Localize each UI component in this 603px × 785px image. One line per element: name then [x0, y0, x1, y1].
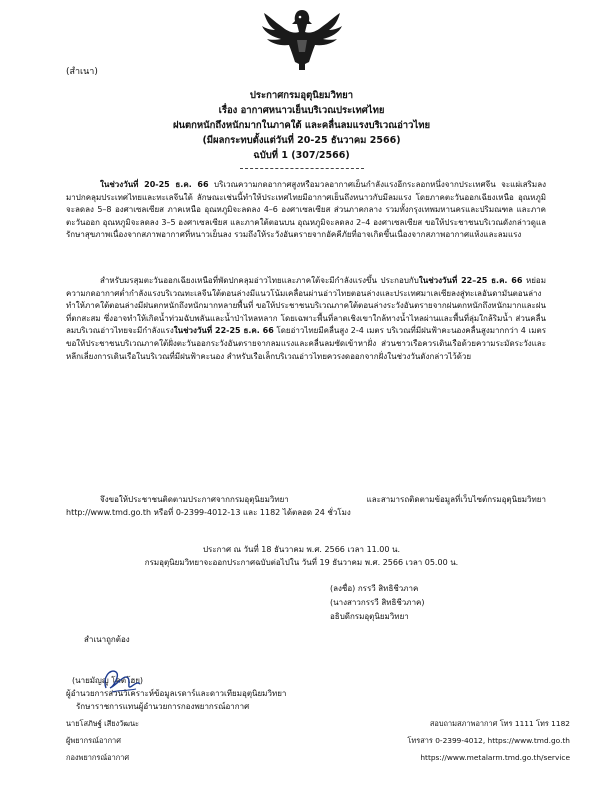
paragraph-follow-updates: จึงขอให้ประชาชนติดตามประกาศจากกรมอุตุนิยมวิทยา และสามารถติดตามข้อมูลที่เว็บไซต์กรมอุตุนิยมวิทยา http://www.tmd.go.th หรือที่ 0-2399-4012-13 และ 1182 ได้ตลอด 24 ชั่วโมง	[66, 495, 546, 517]
forecaster-role: ผู้พยากรณ์อากาศ	[66, 736, 121, 745]
paragraph-2-date-2: ในช่วงวันที่ 22-25 ธ.ค. 66	[173, 326, 274, 336]
forecaster-name: นายโสภิษฐ์ เสียงวัฒนะ	[66, 719, 140, 728]
certifier-name: (นายมัญญู โคตโฮย)	[72, 676, 144, 685]
paragraph-1-body: บริเวณความกดอากาศสูงหรือมวลอากาศเย็นกำลังแรงอีกระลอกหนึ่งจากประเทศจีน จะแผ่เสริมลงมาปกคลุมประเทศไทยและทะเลจีนใต้ ลักษณะเช่นนี้ทำให้ประเทศไทยมีอากาศเย็นถึงหนาวกับมีลมแรง โดยภาคตะวันออกเฉียงเหนือ อุณหภูมิจะลดลง 5–8 องศาเซลเซียส ภาคเหนือ อุณหภูมิจะลดลง 4–6 องศาเซลเซียส ส่วนภาคกลาง รวมทั้งกรุงเทพมหานครและปริมณฑล และภาคตะวันออก อุณหภูมิจะลดลง 3–5 องศาเซลเซียส และภาคใต้ตอนบน อุณหภูมิจะลดลง 2–4 องศาเซลเซียส ขอให้ประชาชนบริเวณดังกล่าวดูแลรักษาสุขภาพเนื่องจากสภาพอากาศที่หนาวเย็นลง รวมถึงให้ระวังอันตรายจากอัคคีภัยที่อาจเกิดขึ้นเนื่องจากสภาพอากาศแห้งและลมแรง	[66, 180, 546, 240]
effective-dates: (มีผลกระทบตั้งแต่วันที่ 20-25 ธันวาคม 2566)	[202, 135, 401, 146]
paragraph-cold-weather	[66, 179, 546, 242]
copy-mark: (สำเนา)	[66, 67, 98, 77]
paragraph-2-part-c: หย่อมความกดอากาศต่ำกำลังแรงบริเวณทะเลจีนใต้ตอนล่างมีแนวโน้มเคลื่อนผ่านอ่าวไทยตอนล่างและประเทศมาเลเซียลงสู่ทะเลอันดามันตอนล่าง ทำให้ภาคใต้ตอนล่างมีฝนตกหนักถึงหนักมากหลายพื้นที่ ขอให้ประชาชนบริเวณภาคใต้ตอนล่างระวังอันตรายจากฝนตกหนักถึงหนักมากและฝนที่ตกสะสม ซึ่งอาจทำให้เกิดน้ำท่วมฉับพลันและน้ำป่าไหลหลาก โดยเฉพาะพื้นที่ลาดเชิงเขาใกล้ทางน้ำไหลผ่านและพื้นที่ลุ่มใกล้ริมน้ำ ส่วนคลื่นลมบริเวณอ่าวไทยจะมีกำลังแรง	[66, 276, 547, 336]
handwritten-signature	[98, 664, 144, 696]
certified-copy-label: สำเนาถูกต้อง	[84, 635, 130, 644]
paragraph-2-date-1: ในช่วงวันที่ 22–25 ธ.ค. 66	[418, 276, 523, 285]
signer-name: (นางสาวกรรวี สิทธิชีวภาค)	[330, 598, 425, 607]
announcement-subject: เรื่อง อากาศหนาวเย็นบริเวณประเทศไทย	[218, 105, 385, 116]
garuda-emblem	[259, 4, 345, 74]
footer-contact	[398, 715, 570, 766]
contact-phone: สอบถามสภาพอากาศ โทร 1111 โทร 1182	[429, 719, 570, 728]
forecaster-division: กองพยากรณ์อากาศ	[66, 753, 130, 762]
announcement-title: ประกาศกรมอุตุนิยมวิทยา	[249, 90, 354, 101]
paragraph-heavy-rain	[66, 275, 546, 363]
signature-block	[330, 582, 490, 624]
signer-title: อธิบดีกรมอุตุนิยมวิทยา	[330, 612, 409, 621]
paragraph-2-part-a: สำหรับมรสุมตะวันออกเฉียงเหนือที่พัดปกคลุมอ่าวไทยและภาคใต้จะมีกำลังแรงขึ้น ประกอบกับ	[100, 276, 419, 285]
footer-forecaster	[66, 715, 266, 766]
contact-fax-website: โทรสาร 0-2399-4012, https://www.tmd.go.th	[407, 736, 570, 745]
document-header	[60, 88, 543, 163]
announced-at: ประกาศ ณ วันที่ 18 ธันวาคม พ.ศ. 2566 เวลา 11.00 น.	[202, 545, 401, 554]
announcement-dates	[60, 544, 543, 569]
issue-number: ฉบับที่ 1 (307/2566)	[253, 150, 350, 161]
certifier-title-1: ผู้อำนวยการส่วนวิเคราะห์ข้อมูลเรดาร์และดาวเทียมอุตุนิยมวิทยา	[66, 689, 287, 698]
certifier-title-2: รักษาราชการแทนผู้อำนวยการกองพยากรณ์อากาศ	[76, 702, 250, 711]
paragraph-2-part-e: โดยอ่าวไทยมีคลื่นสูง 2-4 เมตร บริเวณที่มีฝนฟ้าคะนองคลื่นสูงมากกว่า 4 เมตร ขอให้ประชาชนบริเวณภาคใต้ฝั่งตะวันออกระวังอันตรายจากลมแรงและคลื่นลมซัดเข้าหาฝั่ง ส่วนชาวเรือควรเดินเรือด้วยความระมัดระวังและหลีกเลี่ยงการเดินเรือในบริเวณที่มีฝนฟ้าคะนอง สำหรับเรือเล็กบริเวณอ่าวไทยควรงดออกจากฝั่งในช่วงวันดังกล่าวไว้ด้วย	[66, 326, 547, 361]
paragraph-1-lead: ในช่วงวันที่ 20-25 ธ.ค. 66	[100, 180, 209, 189]
contact-metalarm: https://www.metalarm.tmd.go.th/service	[420, 753, 570, 762]
next-announcement: กรมอุตุนิยมวิทยาจะออกประกาศฉบับต่อไปใน วันที่ 19 ธันวาคม พ.ศ. 2566 เวลา 05.00 น.	[144, 557, 459, 567]
signed-line: (ลงชื่อ) กรรวี สิทธิชีวภาค	[330, 584, 419, 593]
title-separator	[240, 168, 364, 169]
announcement-subtitle: ฝนตกหนักถึงหนักมากในภาคใต้ และคลื่นลมแรงบริเวณอ่าวไทย	[172, 120, 431, 131]
